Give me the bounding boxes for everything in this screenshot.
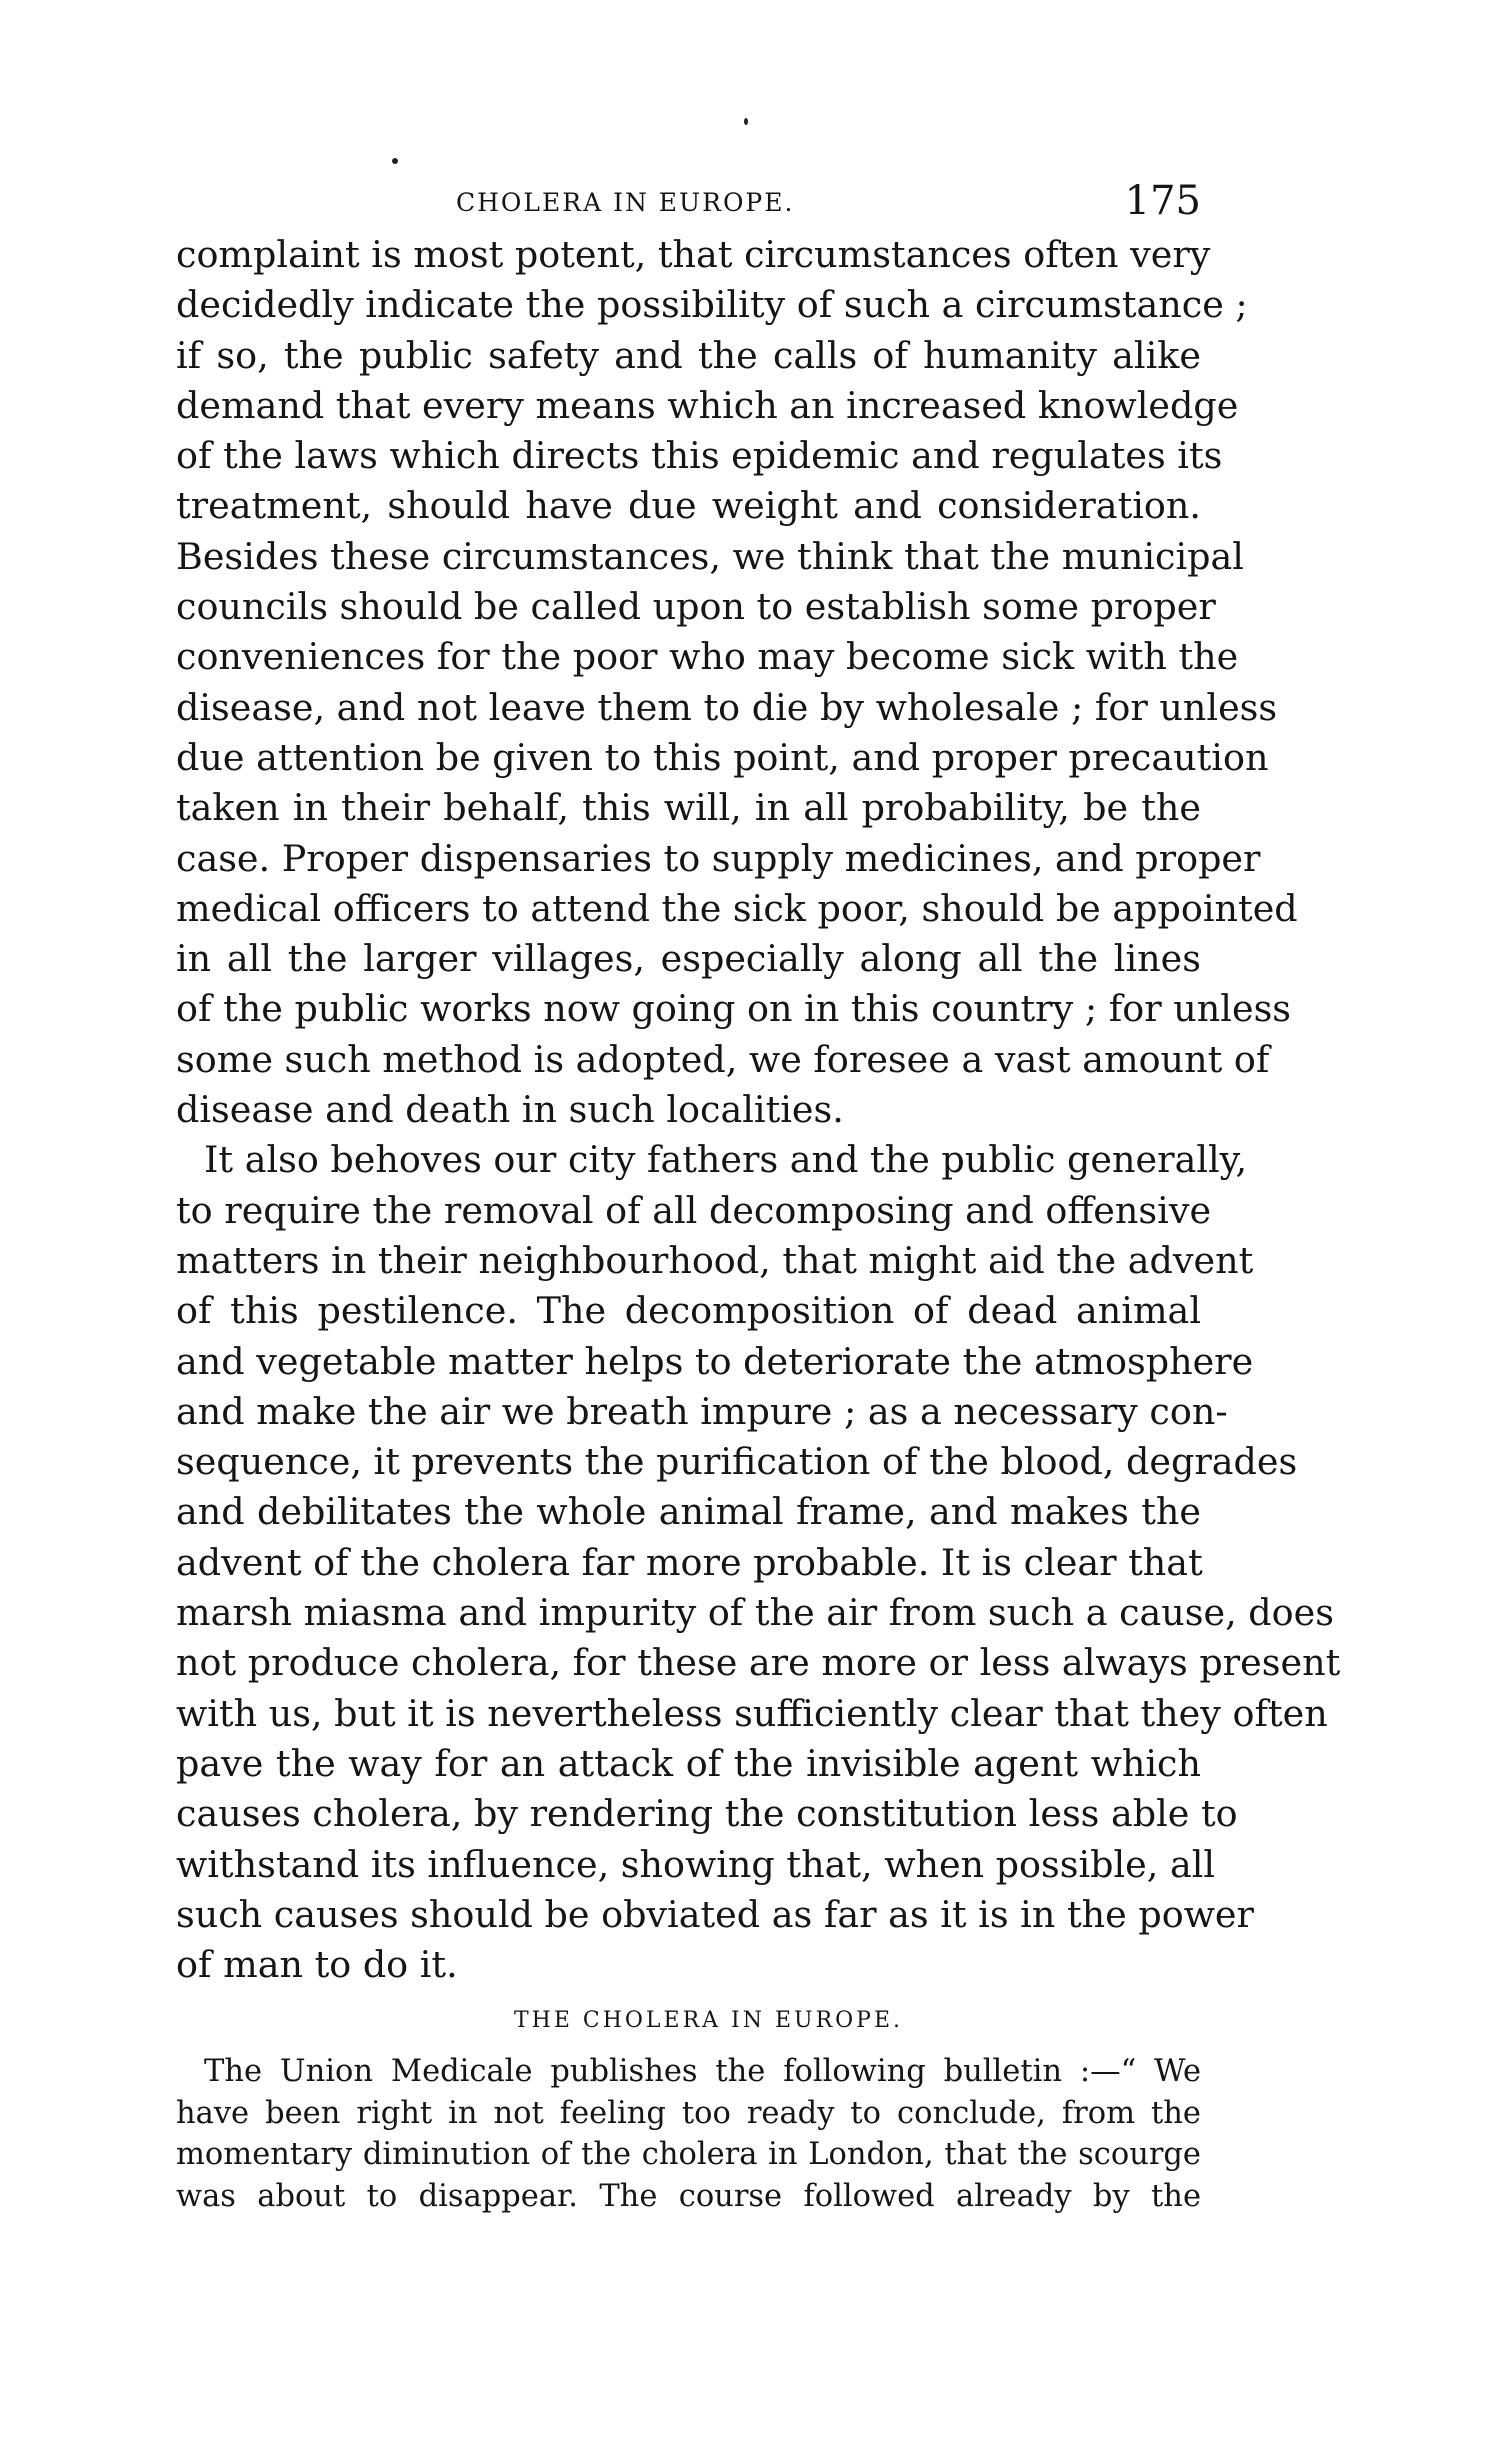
text-line: medical officers to attend the sick poor, should be appointed [176, 886, 1298, 930]
text-line: of the laws which directs this epidemic and regulates its [176, 434, 1223, 478]
text-line: momentary diminution of the cholera in London, that the scourge [176, 2137, 1201, 2173]
text-line: with us, but it is nevertheless sufficiently clear that they often [176, 1691, 1328, 1735]
text-line: not produce cholera, for these are more or less always present [176, 1641, 1341, 1685]
paragraph-1 [176, 230, 1298, 1135]
text-line: and vegetable matter helps to deteriorate the atmosphere [176, 1339, 1254, 1383]
text-line: in all the larger villages, especially along all the lines [176, 937, 1201, 981]
text-line: to require the removal of all decomposing and offensive [176, 1188, 1212, 1232]
text-line: such causes should be obviated as far as it is in the power [176, 1892, 1254, 1936]
text-line: withstand its influence, showing that, when possible, all [176, 1842, 1216, 1886]
text-line: of this pestilence. The decomposition of dead animal [176, 1289, 1201, 1333]
text-line: causes cholera, by rendering the constitution less able to [176, 1792, 1238, 1836]
text-line: disease and death in such localities. [176, 1088, 844, 1132]
text-line: marsh miasma and impurity of the air from such a cause, does [176, 1591, 1334, 1635]
text-line: pave the way for an attack of the invisible agent which [176, 1741, 1201, 1785]
text-line: of the public works now going on in this country ; for unless [176, 987, 1292, 1031]
text-line: treatment, should have due weight and consideration. [176, 484, 1201, 528]
page-number: 175 [1124, 178, 1201, 224]
book-page [176, 160, 1341, 2217]
text-line: matters in their neighbourhood, that might aid the advent [176, 1238, 1254, 1282]
text-line: sequence, it prevents the purification of the blood, degrades [176, 1440, 1298, 1484]
text-line: complaint is most potent, that circumstances often very [176, 233, 1211, 276]
text-line: The Union Medicale publishes the following bulletin :—“ We [204, 2054, 1201, 2090]
text-line: conveniences for the poor who may become sick with the [176, 635, 1239, 679]
text-line: was about to disappear. The course followed already by the [176, 2178, 1201, 2214]
text-line: councils should be called upon to establish some proper [176, 585, 1216, 629]
running-head: CHOLERA IN EUROPE. [456, 188, 795, 217]
text-line: some such method is adopted, we foresee a vast amount of [176, 1037, 1270, 1081]
text-line: advent of the cholera far more probable. It is clear that [176, 1540, 1203, 1584]
text-line: and make the air we breath impure ; as a necessary con- [176, 1389, 1228, 1433]
text-line: Besides these circumstances, we think that the municipal [176, 534, 1244, 578]
text-line: taken in their behalf, this will, in all probability, be the [176, 786, 1201, 830]
text-line: case. Proper dispensaries to supply medicines, and proper [176, 836, 1261, 880]
text-line: decidedly indicate the possibility of such a circumstance ; [176, 283, 1248, 327]
section-heading: THE CHOLERA IN EUROPE. [513, 2008, 904, 2034]
text-line: demand that every means which an increased knowledge [176, 383, 1239, 427]
text-line: and debilitates the whole animal frame, and makes the [176, 1490, 1201, 1534]
print-speck [744, 118, 748, 125]
text-line: of man to do it. [176, 1943, 458, 1987]
print-speck [392, 158, 398, 164]
text-line: if so, the public safety and the calls of humanity alike [176, 333, 1201, 377]
paragraph-3 [176, 2051, 1201, 2217]
page-header [176, 160, 1201, 230]
text-line: disease, and not leave them to die by wholesale ; for unless [176, 685, 1278, 729]
text-line: have been right in not feeling too ready to conclude, from the [176, 2095, 1201, 2131]
text-line: It also behoves our city fathers and the public generally, [204, 1138, 1248, 1182]
paragraph-2 [176, 1135, 1341, 1990]
text-line: due attention be given to this point, and proper precaution [176, 735, 1269, 779]
